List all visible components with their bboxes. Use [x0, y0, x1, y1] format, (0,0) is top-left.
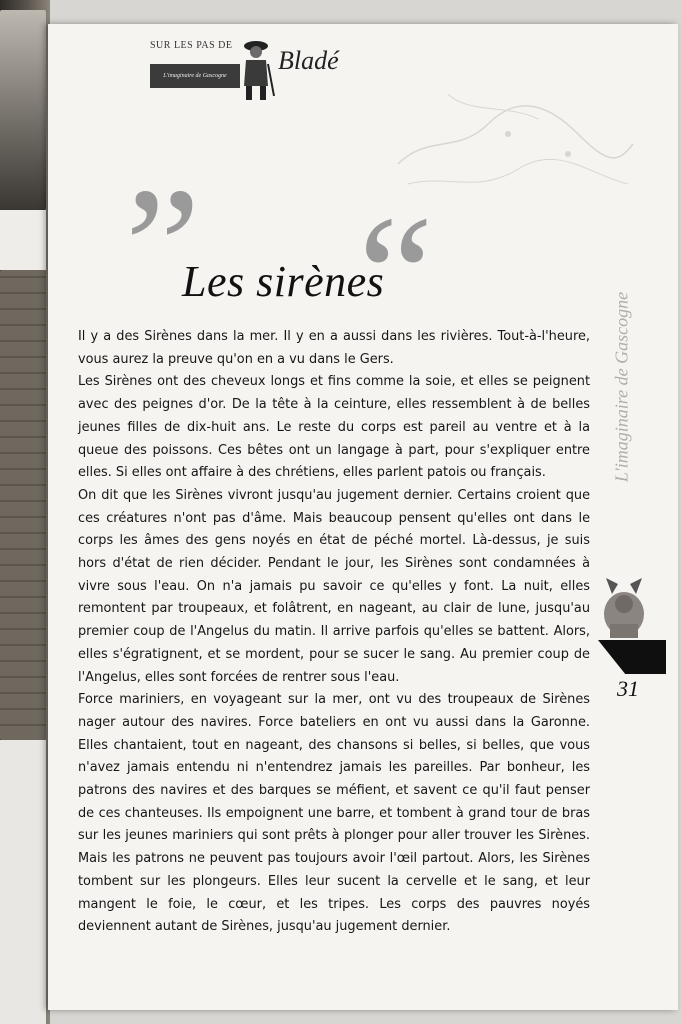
- quote-mark-close: “: [358, 181, 434, 369]
- series-prefix: SUR LES PAS DE: [150, 40, 233, 51]
- body-text: [78, 326, 590, 939]
- chapter-title: Les sirènes: [182, 257, 385, 306]
- tower-photo: [0, 270, 46, 740]
- page-margin: [0, 210, 46, 270]
- illustrated-figure-icon: [232, 36, 278, 106]
- adjacent-page-edge: [0, 0, 50, 1024]
- paragraph: On dit que les Sirènes vivront jusqu'au jugement dernier. Certains croient que ces créatures n'ont pas d'âme. Mais beaucoup pensent qu'elles ont dans le corps les âmes des gens noyés en état de péché mortel. Là-dessus, je suis hors d'état de rien décider. Pendant le jour, les Sirènes sont condamnées à vivre sous l'eau. On n'a jamais pu savoir ce qu'elles y font. La nuit, elles remontent par troupeaux, et folâtrent, en nageant, au clair de lune, jusqu'au premier coup de l'Angelus du matin. Il arrive parfois qu'elles se battent. Alors, elles s'égratignent, et se mordent, pour se sucer le sang. Au premier coup de l'Angelus, elles sont forcées de rentrer sous l'eau.: [78, 487, 590, 685]
- series-subtitle: L'imaginaire de Gascogne: [150, 64, 240, 88]
- paragraph: Force mariniers, en voyageant sur la mer, ont vu des troupeaux de Sirènes nager autour des navires. Force bateliers en ont vu aussi dans la Garonne. Elles chantaient, tout en nageant, des chansons si belles, si belles, que vous n'avez jamais entendu ni n'entendrez jamais les pareilles. Par bonheur, les patrons des navires et des barques se méfient, et savent ce qu'il faut penser de ces chanteuses. Ils empoignent une barre, et tombent à grand tour de bras sur les jeunes mariniers qui sont prêts à plonger pour aller trouver les Sirènes. Mais les patrons ne peuvent pas toujours avoir l'œil partout. Alors, les Sirènes tombent sur les plongeurs. Elles leur sucent la cervelle et le sang, et leur mangent le foie, le cœur, et les tripes. Les corps des pauvres noyés deviennent autant de Sirènes, jusqu'au jugement dernier.: [78, 692, 590, 935]
- page-tab: [598, 640, 666, 674]
- series-header: [150, 36, 360, 106]
- page-number: 31: [617, 676, 639, 701]
- paragraph: Les Sirènes ont des cheveux longs et fins comme la soie, et elles se peignent avec des peignes d'or. De la tête à la ceinture, elles ressemblent à de belles jeunes filles de dix-huit ans. Le reste du corps est pareil au ventre et à la queue des poissons. Ces bêtes ont un langage à part, pour s'expliquer entre elles. Si elles ont affaire à des chrétiens, elles parlent patois ou français.: [78, 374, 590, 481]
- side-caption-text: L'imaginaire de Gascogne: [611, 291, 632, 483]
- tower-photo-top: [0, 10, 46, 210]
- paragraph: Il y a des Sirènes dans la mer. Il y en a aussi dans les rivières. Tout-à-l'heure, vous aurez la preuve qu'on en a vu dans le Gers.: [78, 329, 590, 367]
- page-margin-bottom: [0, 740, 46, 1024]
- side-caption: [610, 262, 634, 512]
- gargoyle-icon: [598, 574, 650, 644]
- series-name: Bladé: [278, 46, 339, 75]
- book-page: [48, 24, 678, 1010]
- quote-mark-open: ”: [125, 153, 201, 341]
